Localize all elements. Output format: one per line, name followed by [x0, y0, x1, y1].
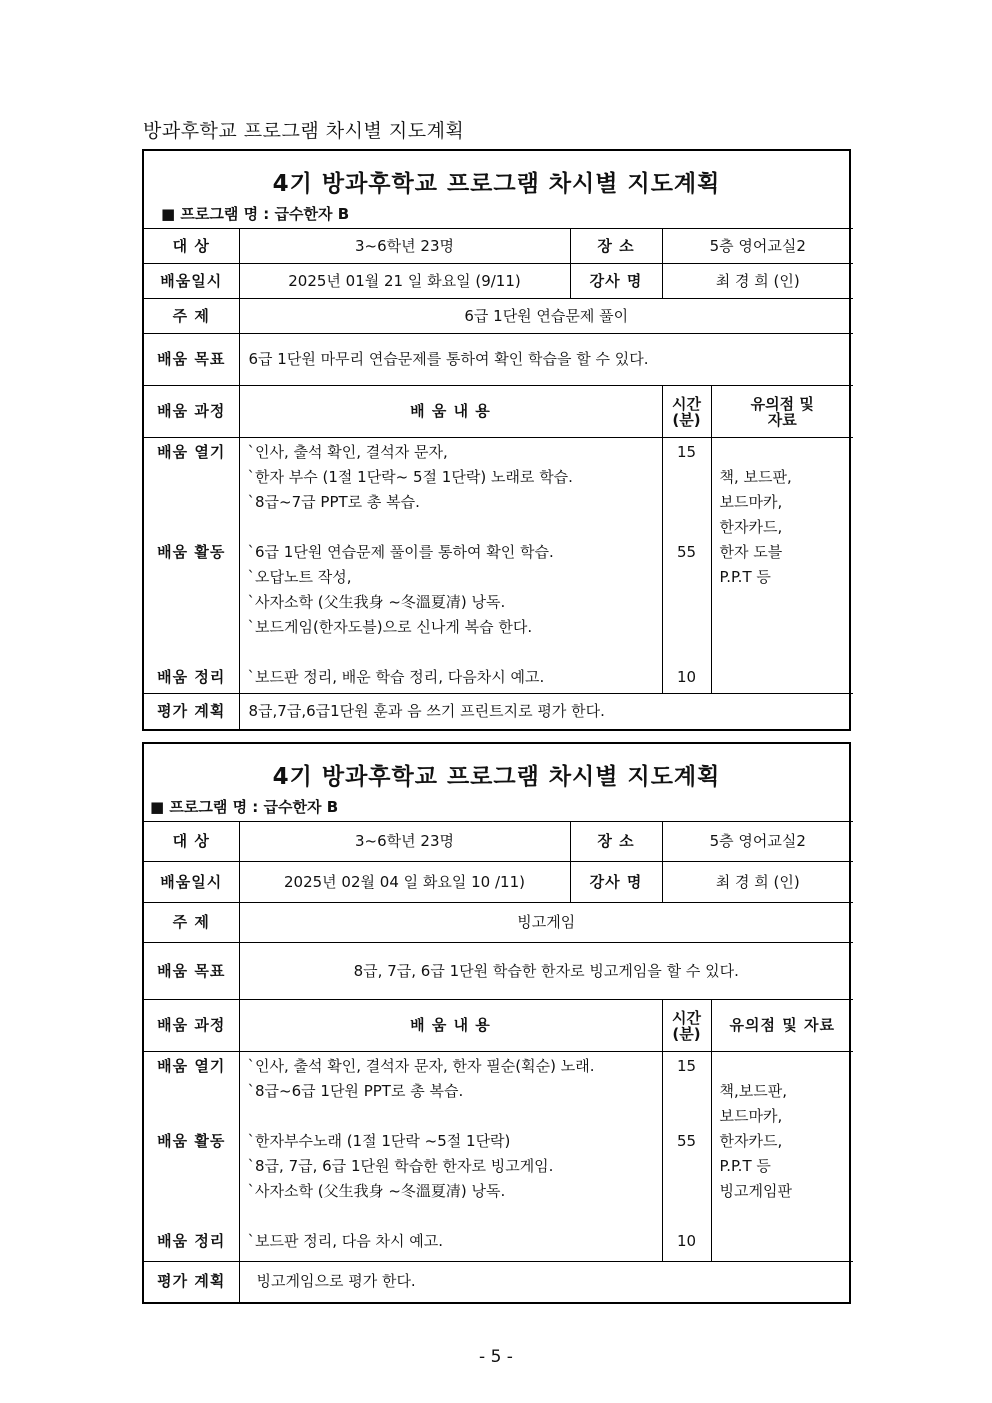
plan-table — [144, 228, 853, 729]
content-column — [239, 1052, 662, 1262]
stage-column — [144, 1052, 239, 1262]
place-value: 5층 영어교실2 — [662, 229, 853, 264]
note-line: 보드마카, — [719, 493, 783, 511]
content-line: `8급, 7급, 6급 1단원 학습한 한자로 빙고게임. — [247, 1157, 554, 1175]
time-close: 10 — [676, 1232, 697, 1250]
eval-label: 평가 계획 — [144, 694, 239, 729]
time-column — [662, 1052, 711, 1262]
stage-column — [144, 438, 239, 694]
content-header: 배 움 내 용 — [239, 1000, 662, 1052]
content-line: `보드판 정리, 다음 차시 예고. — [247, 1232, 443, 1250]
content-line: `한자 부수 (1절 1단락~ 5절 1단락) 노래로 학습. — [247, 468, 573, 486]
note-line: 책,보드판, — [719, 1082, 787, 1100]
topic-label: 주 제 — [144, 903, 239, 943]
target-value: 3~6학년 23명 — [239, 822, 570, 862]
content-line — [248, 1104, 662, 1129]
notes-header — [711, 386, 853, 438]
note-line: 한자 도블 — [719, 543, 783, 561]
time-header-top: 시간 — [672, 394, 701, 413]
notes-column — [711, 1052, 853, 1262]
note-line: 한자카드, — [719, 1132, 783, 1150]
process-header: 배움 과정 — [144, 1000, 239, 1052]
time-close: 10 — [676, 668, 697, 686]
lesson-plan-2 — [142, 742, 851, 1304]
content-line: `사자소학 (父生我身 ~冬溫夏凊) 낭독. — [247, 593, 506, 611]
time-activity: 55 — [676, 543, 697, 561]
content-line — [248, 1204, 662, 1229]
time-header — [662, 1000, 711, 1052]
plan-title: 4기 방과후학교 프로그램 차시별 지도계획 — [272, 764, 721, 790]
date-label: 배움일시 — [144, 862, 239, 903]
goal-value: 6급 1단원 마무리 연습문제를 통하여 확인 학습을 할 수 있다. — [239, 334, 853, 386]
teacher-value: 최 경 희 (인) — [662, 862, 853, 903]
note-line: P.P.T 등 — [719, 1157, 771, 1175]
goal-label: 배움 목표 — [144, 334, 239, 386]
time-open: 15 — [676, 1057, 697, 1075]
topic-label: 주 제 — [144, 299, 239, 334]
teacher-label: 강사 명 — [570, 264, 662, 299]
content-line: `보드판 정리, 배운 학습 정리, 다음차시 예고. — [247, 668, 545, 686]
date-value: 2025년 01월 21 일 화요일 (9/11) — [239, 264, 570, 299]
place-label: 장 소 — [570, 229, 662, 264]
stage-open: 배움 열기 — [157, 443, 226, 461]
eval-value: 빙고게임으로 평가 한다. — [239, 1262, 853, 1302]
teacher-value: 최 경 희 (인) — [662, 264, 853, 299]
notes-column — [711, 438, 853, 694]
date-label: 배움일시 — [144, 264, 239, 299]
stage-activity: 배움 활동 — [157, 1132, 226, 1150]
goal-value: 8급, 7급, 6급 1단원 학습한 한자로 빙고게임을 할 수 있다. — [239, 943, 853, 1000]
time-header-bottom: (분) — [672, 410, 701, 429]
content-line — [248, 515, 662, 540]
content-line: `인사, 출석 확인, 결석자 문자, — [247, 443, 448, 461]
goal-label: 배움 목표 — [144, 943, 239, 1000]
note-line: P.P.T 등 — [719, 568, 771, 586]
process-header: 배움 과정 — [144, 386, 239, 438]
target-label: 대 상 — [144, 822, 239, 862]
time-header — [662, 386, 711, 438]
content-line: `보드게임(한자도블)으로 신나게 복습 한다. — [247, 618, 533, 636]
target-label: 대 상 — [144, 229, 239, 264]
note-line: 한자카드, — [719, 518, 783, 536]
stage-activity: 배움 활동 — [157, 543, 226, 561]
note-line: 책, 보드판, — [719, 468, 792, 486]
time-header-bottom: (분) — [672, 1024, 701, 1043]
stage-close: 배움 정리 — [157, 668, 226, 686]
stage-open: 배움 열기 — [157, 1057, 226, 1075]
stage-close: 배움 정리 — [157, 1232, 226, 1250]
program-name: ■ 프로그램 명 : 급수한자 B — [161, 205, 350, 223]
eval-value: 8급,7급,6급1단원 훈과 음 쓰기 프린트지로 평가 한다. — [239, 694, 853, 729]
time-activity: 55 — [676, 1132, 697, 1150]
lesson-plan-1 — [142, 149, 851, 731]
content-line: `사자소학 (父生我身 ~冬溫夏凊) 낭독. — [247, 1182, 506, 1200]
teacher-label: 강사 명 — [570, 862, 662, 903]
content-header: 배 움 내 용 — [239, 386, 662, 438]
time-column — [662, 438, 711, 694]
notes-header-line2: 자료 — [767, 410, 797, 429]
content-line: `6급 1단원 연습문제 풀이를 통하여 확인 학습. — [247, 543, 554, 561]
page-number: - 5 - — [479, 1347, 513, 1367]
target-value: 3~6학년 23명 — [239, 229, 570, 264]
time-header-top: 시간 — [672, 1008, 701, 1027]
eval-label: 평가 계획 — [144, 1262, 239, 1302]
place-label: 장 소 — [570, 822, 662, 862]
date-value: 2025년 02월 04 일 화요일 10 /11) — [239, 862, 570, 903]
plan-table — [144, 821, 853, 1302]
content-line — [248, 640, 662, 665]
topic-value: 6급 1단원 연습문제 풀이 — [239, 299, 853, 334]
content-line: `인사, 출석 확인, 결석자 문자, 한자 필순(획순) 노래. — [247, 1057, 595, 1075]
note-line: 보드마카, — [719, 1107, 783, 1125]
time-open: 15 — [676, 443, 697, 461]
content-column — [239, 438, 662, 694]
page-heading: 방과후학교 프로그램 차시별 지도계획 — [143, 120, 465, 142]
topic-value: 빙고게임 — [239, 903, 853, 943]
content-line: `8급~6급 1단원 PPT로 총 복습. — [247, 1082, 464, 1100]
content-line: `오답노트 작성, — [247, 568, 352, 586]
content-line: `8급~7급 PPT로 총 복습. — [247, 493, 420, 511]
program-name: ■ 프로그램 명 : 급수한자 B — [150, 798, 339, 816]
notes-header: 유의점 및 자료 — [711, 1000, 853, 1052]
plan-title: 4기 방과후학교 프로그램 차시별 지도계획 — [272, 171, 721, 197]
note-line: 빙고게임판 — [719, 1182, 792, 1200]
notes-header-line1: 유의점 및 — [750, 394, 814, 413]
place-value: 5층 영어교실2 — [662, 822, 853, 862]
content-line: `한자부수노래 (1절 1단락 ~5절 1단락) — [247, 1132, 511, 1150]
